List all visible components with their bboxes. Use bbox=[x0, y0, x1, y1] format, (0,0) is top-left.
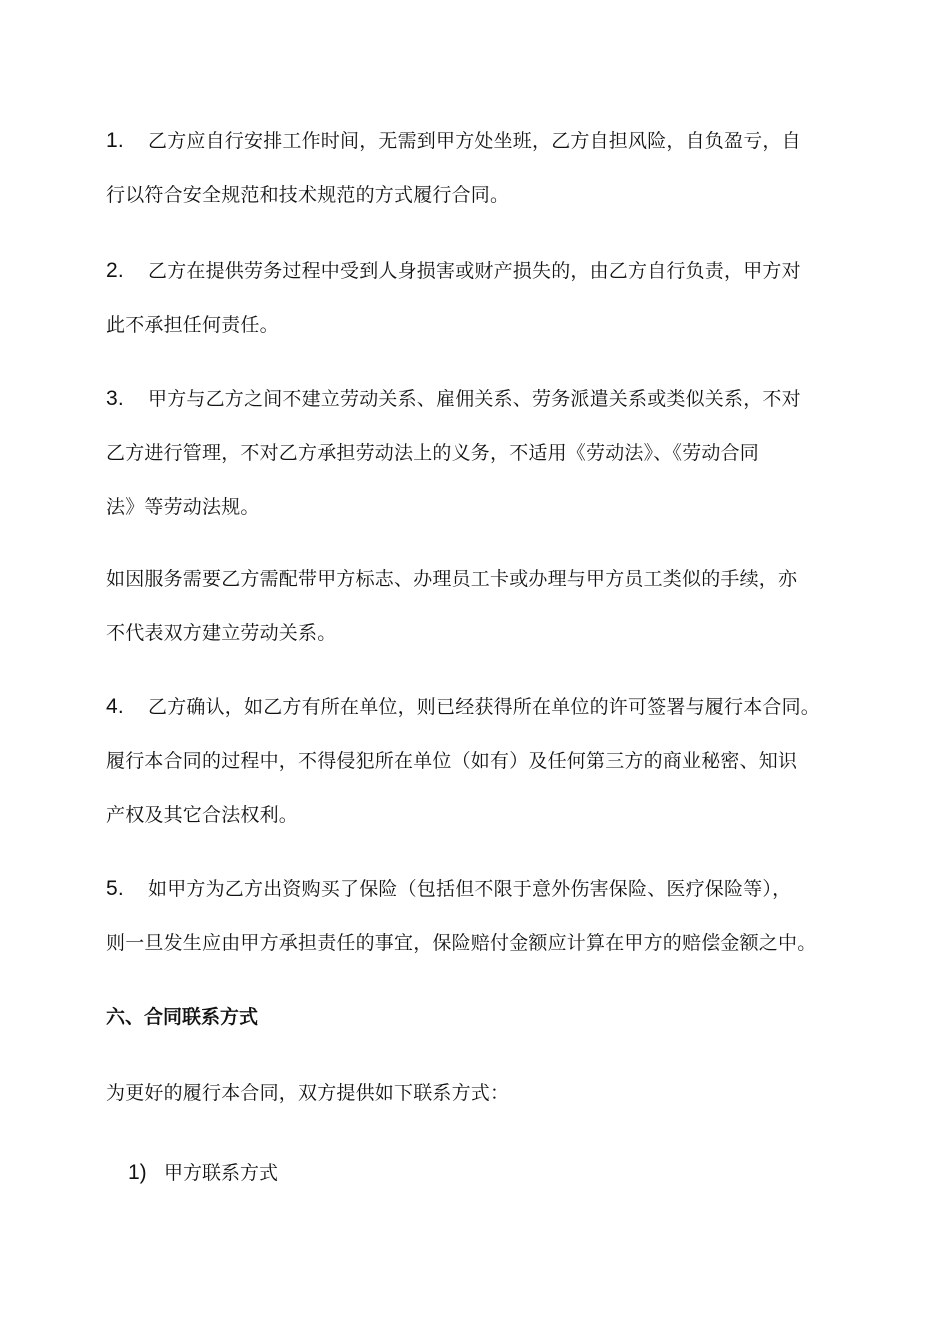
clause-number: 1. bbox=[106, 129, 124, 152]
clause-3-note-line-1: 如因服务需要乙方需配带甲方标志、办理员工卡或办理与甲方员工类似的手续，亦 bbox=[106, 568, 798, 590]
clause-3 bbox=[106, 372, 848, 534]
clause-3-note bbox=[106, 552, 848, 660]
clause-1-line-1: 1. 乙方应自行安排工作时间，无需到甲方处坐班，乙方自担风险，自负盈亏，自 bbox=[106, 114, 848, 168]
section-heading: 六、合同联系方式 bbox=[106, 1006, 259, 1028]
sub-item-number: 1) bbox=[128, 1161, 147, 1184]
clause-1-line-2: 行以符合安全规范和技术规范的方式履行合同。 bbox=[106, 184, 510, 206]
clause-5-line-2: 则一旦发生应由甲方承担责任的事宜，保险赔付金额应计算在甲方的赔偿金额之中。 bbox=[106, 932, 817, 954]
clause-number: 3. bbox=[106, 387, 124, 410]
clause-number: 4. bbox=[106, 695, 124, 718]
clause-2-line-1: 2. 乙方在提供劳务过程中受到人身损害或财产损失的，由乙方自行负责，甲方对 bbox=[106, 244, 848, 298]
clause-3-note-line-2: 不代表双方建立劳动关系。 bbox=[106, 622, 337, 644]
sub-item-label: 甲方联系方式 bbox=[164, 1162, 279, 1184]
clause-3-line-2: 乙方进行管理，不对乙方承担劳动法上的义务，不适用《劳动法》、《劳动合同 bbox=[106, 442, 760, 464]
clause-number: 5. bbox=[106, 877, 124, 900]
clause-2-line-2: 此不承担任何责任。 bbox=[106, 314, 279, 336]
clause-4-line-1: 4. 乙方确认，如乙方有所在单位，则已经获得所在单位的许可签署与履行本合同。 bbox=[106, 680, 848, 734]
clause-1 bbox=[106, 114, 848, 222]
clause-4-line-2: 履行本合同的过程中，不得侵犯所在单位（如有）及任何第三方的商业秘密、知识 bbox=[106, 750, 798, 772]
clause-number: 2. bbox=[106, 259, 124, 282]
section-intro: 为更好的履行本合同，双方提供如下联系方式： bbox=[106, 1082, 510, 1104]
clause-2 bbox=[106, 244, 848, 352]
clause-3-line-1: 3. 甲方与乙方之间不建立劳动关系、雇佣关系、劳务派遣关系或类似关系，不对 bbox=[106, 372, 848, 426]
clause-4-line-3: 产权及其它合法权利。 bbox=[106, 804, 299, 826]
sub-item-party-a-contact bbox=[128, 1146, 278, 1200]
clause-4 bbox=[106, 680, 848, 842]
clause-5-line-1: 5. 如甲方为乙方出资购买了保险（包括但不限于意外伤害保险、医疗保险等）， bbox=[106, 862, 848, 916]
clause-5 bbox=[106, 862, 848, 970]
clause-3-line-3: 法》等劳动法规。 bbox=[106, 496, 260, 518]
